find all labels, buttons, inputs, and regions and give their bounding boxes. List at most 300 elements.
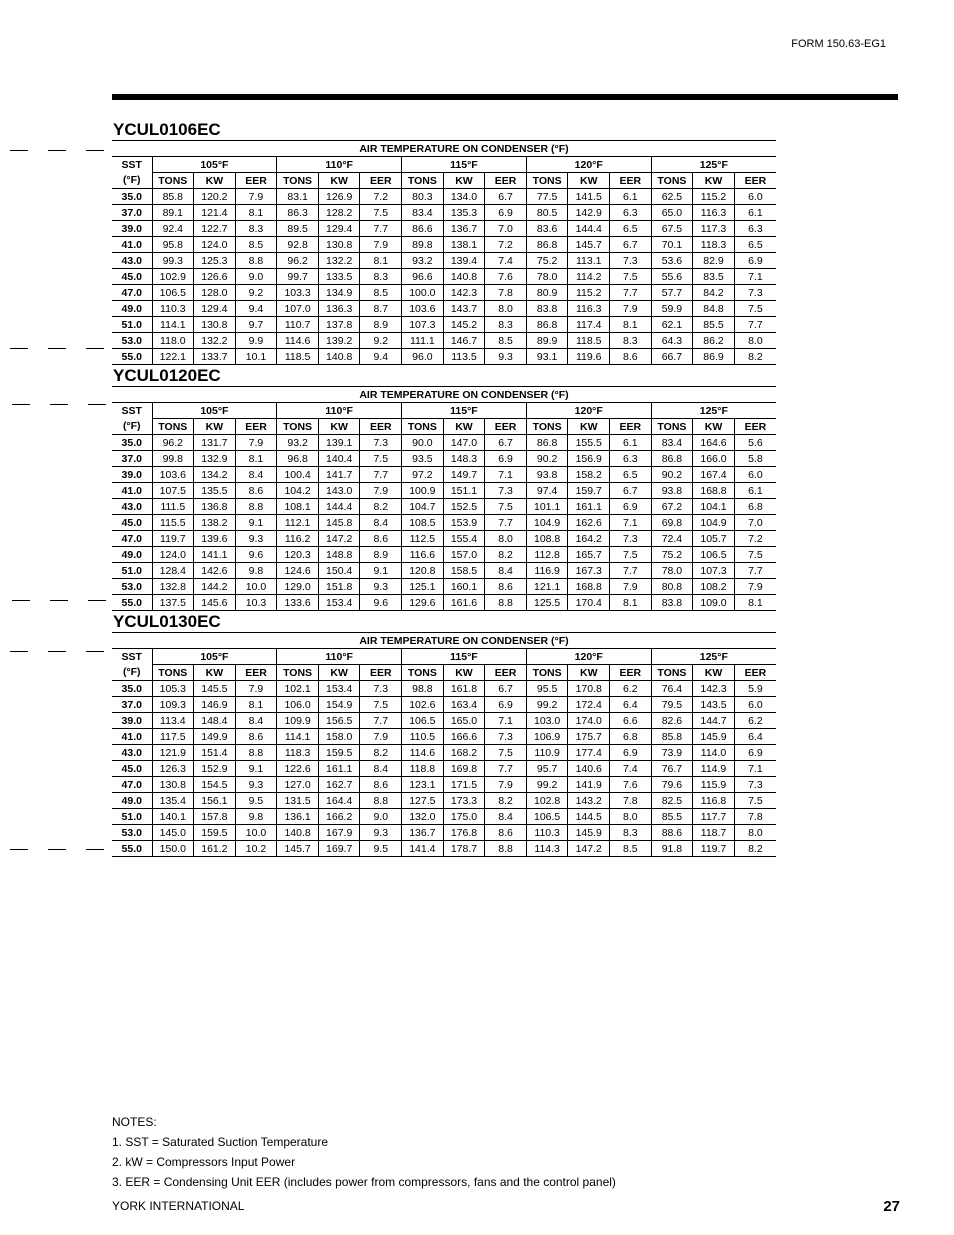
data-cell: 8.8 (235, 499, 277, 515)
data-cell: 122.1 (152, 349, 194, 365)
data-cell: 102.1 (277, 681, 319, 697)
data-cell: 119.6 (568, 349, 610, 365)
data-cell: 6.7 (610, 483, 652, 499)
data-cell: 8.2 (360, 745, 402, 761)
data-cell: 8.9 (360, 547, 402, 563)
data-cell: 6.9 (610, 745, 652, 761)
sst-value: 41.0 (112, 483, 152, 499)
data-cell: 166.6 (443, 729, 485, 745)
data-cell: 158.0 (318, 729, 360, 745)
data-cell: 150.0 (152, 841, 194, 857)
unit-header: KW (318, 665, 360, 681)
data-cell: 165.0 (443, 713, 485, 729)
unit-header: TONS (152, 419, 194, 435)
data-cell: 86.6 (402, 221, 444, 237)
temp-header: 125°F (651, 649, 776, 665)
sst-value: 51.0 (112, 563, 152, 579)
table-row (112, 435, 776, 451)
data-cell: 118.0 (152, 333, 194, 349)
sst-value: 37.0 (112, 451, 152, 467)
data-cell: 9.8 (235, 809, 277, 825)
data-cell: 99.3 (152, 253, 194, 269)
data-cell: 92.4 (152, 221, 194, 237)
data-cell: 144.4 (568, 221, 610, 237)
data-cell: 128.4 (152, 563, 194, 579)
unit-header: KW (194, 419, 236, 435)
unit-header: KW (318, 419, 360, 435)
data-cell: 78.0 (651, 563, 693, 579)
data-cell: 132.0 (402, 809, 444, 825)
sst-value: 41.0 (112, 729, 152, 745)
data-cell: 115.2 (693, 189, 735, 205)
data-cell: 8.1 (235, 205, 277, 221)
data-cell: 103.0 (526, 713, 568, 729)
data-cell: 134.0 (443, 189, 485, 205)
performance-table (112, 387, 776, 611)
data-cell: 117.7 (693, 809, 735, 825)
data-cell: 139.2 (318, 333, 360, 349)
data-cell: 8.6 (235, 483, 277, 499)
data-cell: 79.5 (651, 697, 693, 713)
data-cell: 8.0 (734, 333, 776, 349)
data-cell: 141.7 (318, 467, 360, 483)
data-cell: 9.7 (235, 317, 277, 333)
table-row (112, 595, 776, 611)
data-cell: 134.2 (194, 467, 236, 483)
data-cell: 158.2 (568, 467, 610, 483)
data-cell: 7.9 (360, 237, 402, 253)
data-cell: 73.9 (651, 745, 693, 761)
data-cell: 142.3 (443, 285, 485, 301)
data-cell: 6.5 (734, 237, 776, 253)
data-cell: 106.5 (402, 713, 444, 729)
data-cell: 53.6 (651, 253, 693, 269)
data-cell: 157.8 (194, 809, 236, 825)
data-cell: 117.5 (152, 729, 194, 745)
data-cell: 86.8 (526, 237, 568, 253)
data-cell: 96.2 (277, 253, 319, 269)
data-cell: 106.5 (152, 285, 194, 301)
data-cell: 8.4 (485, 563, 527, 579)
data-cell: 167.3 (568, 563, 610, 579)
data-cell: 6.9 (610, 499, 652, 515)
sst-label: SST (121, 158, 142, 171)
data-cell: 89.1 (152, 205, 194, 221)
data-cell: 96.0 (402, 349, 444, 365)
sst-value: 53.0 (112, 333, 152, 349)
data-cell: 177.4 (568, 745, 610, 761)
data-cell: 7.5 (360, 451, 402, 467)
data-cell: 106.5 (693, 547, 735, 563)
data-cell: 75.2 (651, 547, 693, 563)
data-cell: 100.0 (402, 285, 444, 301)
unit-header: KW (194, 665, 236, 681)
data-cell: 129.4 (194, 301, 236, 317)
data-cell: 110.7 (277, 317, 319, 333)
data-cell: 85.5 (693, 317, 735, 333)
data-cell: 76.7 (651, 761, 693, 777)
data-cell: 70.1 (651, 237, 693, 253)
data-cell: 8.3 (235, 221, 277, 237)
data-cell: 83.8 (651, 595, 693, 611)
data-cell: 145.6 (194, 595, 236, 611)
sst-value: 51.0 (112, 809, 152, 825)
data-cell: 124.0 (152, 547, 194, 563)
data-cell: 167.9 (318, 825, 360, 841)
unit-header: EER (734, 419, 776, 435)
data-cell: 6.9 (734, 745, 776, 761)
data-cell: 147.0 (443, 435, 485, 451)
data-cell: 89.5 (277, 221, 319, 237)
temp-header: 120°F (526, 157, 651, 173)
data-cell: 127.5 (402, 793, 444, 809)
unit-header: TONS (402, 419, 444, 435)
data-cell: 114.6 (402, 745, 444, 761)
unit-header: EER (610, 665, 652, 681)
data-cell: 121.4 (194, 205, 236, 221)
temp-header: 125°F (651, 403, 776, 419)
data-cell: 7.9 (235, 681, 277, 697)
data-cell: 104.2 (277, 483, 319, 499)
data-cell: 8.4 (485, 809, 527, 825)
data-cell: 105.3 (152, 681, 194, 697)
air-temp-header: AIR TEMPERATURE ON CONDENSER (°F) (152, 387, 776, 403)
data-cell: 8.5 (485, 333, 527, 349)
data-cell: 9.6 (235, 547, 277, 563)
data-cell: 139.4 (443, 253, 485, 269)
data-cell: 7.9 (235, 189, 277, 205)
data-cell: 92.8 (277, 237, 319, 253)
data-cell: 5.8 (734, 451, 776, 467)
data-cell: 145.9 (693, 729, 735, 745)
data-cell: 9.3 (485, 349, 527, 365)
data-cell: 7.7 (360, 467, 402, 483)
table-row (112, 547, 776, 563)
data-cell: 140.4 (318, 451, 360, 467)
data-cell: 83.1 (277, 189, 319, 205)
data-cell: 7.9 (734, 579, 776, 595)
sst-value: 37.0 (112, 697, 152, 713)
data-cell: 6.7 (610, 237, 652, 253)
unit-header: TONS (526, 419, 568, 435)
data-cell: 170.8 (568, 681, 610, 697)
notes (112, 1112, 616, 1192)
data-cell: 86.9 (693, 349, 735, 365)
data-cell: 110.9 (526, 745, 568, 761)
data-cell: 8.4 (360, 515, 402, 531)
data-cell: 116.9 (526, 563, 568, 579)
data-cell: 8.2 (360, 499, 402, 515)
footer-company: YORK INTERNATIONAL (112, 1199, 245, 1213)
data-cell: 7.9 (485, 777, 527, 793)
table-row (112, 451, 776, 467)
data-cell: 8.0 (610, 809, 652, 825)
data-cell: 115.5 (152, 515, 194, 531)
data-cell: 159.7 (568, 483, 610, 499)
data-cell: 126.9 (318, 189, 360, 205)
data-cell: 5.9 (734, 681, 776, 697)
data-cell: 120.3 (277, 547, 319, 563)
data-cell: 136.7 (443, 221, 485, 237)
data-cell: 102.9 (152, 269, 194, 285)
data-cell: 143.7 (443, 301, 485, 317)
data-cell: 140.8 (277, 825, 319, 841)
data-cell: 108.1 (277, 499, 319, 515)
data-cell: 8.6 (610, 349, 652, 365)
data-cell: 137.5 (152, 595, 194, 611)
data-cell: 125.3 (194, 253, 236, 269)
data-cell: 9.4 (235, 301, 277, 317)
unit-header: KW (693, 173, 735, 189)
blank-cell (112, 141, 152, 157)
data-cell: 133.6 (277, 595, 319, 611)
data-cell: 103.6 (152, 467, 194, 483)
data-cell: 151.4 (194, 745, 236, 761)
data-cell: 93.8 (651, 483, 693, 499)
data-cell: 139.6 (194, 531, 236, 547)
data-cell: 7.5 (734, 793, 776, 809)
data-cell: 96.2 (152, 435, 194, 451)
data-cell: 9.9 (235, 333, 277, 349)
temp-header: 105°F (152, 157, 277, 173)
table-row (112, 189, 776, 205)
data-cell: 114.0 (693, 745, 735, 761)
data-cell: 80.8 (651, 579, 693, 595)
data-cell: 8.3 (610, 825, 652, 841)
data-cell: 133.5 (318, 269, 360, 285)
data-cell: 64.3 (651, 333, 693, 349)
data-cell: 86.2 (693, 333, 735, 349)
data-cell: 122.7 (194, 221, 236, 237)
data-cell: 6.9 (485, 205, 527, 221)
header-rule (112, 94, 898, 100)
data-cell: 7.7 (485, 761, 527, 777)
data-cell: 66.7 (651, 349, 693, 365)
sst-value: 45.0 (112, 269, 152, 285)
data-cell: 106.5 (526, 809, 568, 825)
data-cell: 153.4 (318, 595, 360, 611)
sst-label: SST (121, 650, 142, 663)
data-cell: 7.0 (485, 221, 527, 237)
data-cell: 7.1 (734, 761, 776, 777)
data-cell: 106.0 (277, 697, 319, 713)
data-cell: 116.3 (568, 301, 610, 317)
data-cell: 114.1 (277, 729, 319, 745)
data-cell: 135.3 (443, 205, 485, 221)
table-row (112, 467, 776, 483)
unit-header: EER (734, 173, 776, 189)
data-cell: 6.9 (734, 253, 776, 269)
data-cell: 118.3 (693, 237, 735, 253)
data-cell: 132.2 (318, 253, 360, 269)
data-cell: 7.3 (610, 531, 652, 547)
unit-header: EER (485, 173, 527, 189)
data-cell: 90.0 (402, 435, 444, 451)
data-cell: 114.6 (277, 333, 319, 349)
sst-unit: (°F) (112, 419, 152, 435)
unit-header: KW (443, 419, 485, 435)
data-cell: 132.8 (152, 579, 194, 595)
data-cell: 7.8 (734, 809, 776, 825)
data-cell: 7.9 (360, 483, 402, 499)
data-cell: 135.5 (194, 483, 236, 499)
data-cell: 8.0 (734, 825, 776, 841)
data-cell: 168.8 (693, 483, 735, 499)
data-cell: 130.8 (152, 777, 194, 793)
data-cell: 176.8 (443, 825, 485, 841)
data-cell: 7.7 (360, 221, 402, 237)
data-cell: 116.6 (402, 547, 444, 563)
data-cell: 6.0 (734, 697, 776, 713)
data-cell: 118.5 (277, 349, 319, 365)
data-cell: 90.2 (651, 467, 693, 483)
data-cell: 93.1 (526, 349, 568, 365)
data-cell: 126.3 (152, 761, 194, 777)
sst-value: 47.0 (112, 285, 152, 301)
data-cell: 142.9 (568, 205, 610, 221)
data-cell: 7.5 (360, 697, 402, 713)
table-row (112, 349, 776, 365)
data-cell: 170.4 (568, 595, 610, 611)
data-cell: 8.4 (360, 761, 402, 777)
table-row (112, 777, 776, 793)
performance-table (112, 141, 776, 365)
data-cell: 8.6 (360, 531, 402, 547)
data-cell: 6.6 (610, 713, 652, 729)
data-cell: 8.1 (734, 595, 776, 611)
data-cell: 138.1 (443, 237, 485, 253)
data-cell: 7.5 (485, 499, 527, 515)
data-cell: 136.7 (402, 825, 444, 841)
sst-value: 43.0 (112, 253, 152, 269)
data-cell: 7.7 (734, 563, 776, 579)
data-cell: 89.8 (402, 237, 444, 253)
data-cell: 84.8 (693, 301, 735, 317)
data-cell: 159.5 (318, 745, 360, 761)
data-cell: 9.5 (235, 793, 277, 809)
table-row (112, 237, 776, 253)
data-cell: 142.3 (693, 681, 735, 697)
data-cell: 141.9 (568, 777, 610, 793)
data-cell: 7.9 (360, 729, 402, 745)
data-cell: 116.8 (693, 793, 735, 809)
data-cell: 165.7 (568, 547, 610, 563)
data-cell: 118.8 (402, 761, 444, 777)
sst-value: 43.0 (112, 499, 152, 515)
unit-header: TONS (277, 419, 319, 435)
data-cell: 145.7 (568, 237, 610, 253)
data-cell: 10.0 (235, 579, 277, 595)
data-cell: 7.1 (734, 269, 776, 285)
unit-header: TONS (651, 665, 693, 681)
data-cell: 110.3 (152, 301, 194, 317)
data-cell: 6.0 (734, 467, 776, 483)
data-cell: 125.1 (402, 579, 444, 595)
table-section (112, 121, 776, 365)
unit-header: EER (610, 419, 652, 435)
data-cell: 7.6 (485, 269, 527, 285)
data-cell: 9.8 (235, 563, 277, 579)
data-cell: 156.5 (318, 713, 360, 729)
unit-header: KW (568, 173, 610, 189)
data-cell: 8.8 (485, 841, 527, 857)
sst-value: 45.0 (112, 515, 152, 531)
data-cell: 161.1 (318, 761, 360, 777)
sst-value: 53.0 (112, 825, 152, 841)
data-cell: 102.6 (402, 697, 444, 713)
data-cell: 77.5 (526, 189, 568, 205)
data-cell: 117.4 (568, 317, 610, 333)
data-cell: 169.8 (443, 761, 485, 777)
data-cell: 147.2 (318, 531, 360, 547)
data-cell: 145.7 (277, 841, 319, 857)
sst-value: 49.0 (112, 301, 152, 317)
data-cell: 7.9 (610, 301, 652, 317)
data-cell: 72.4 (651, 531, 693, 547)
data-cell: 86.3 (277, 205, 319, 221)
data-cell: 143.5 (693, 697, 735, 713)
data-cell: 8.0 (485, 301, 527, 317)
data-cell: 148.3 (443, 451, 485, 467)
data-cell: 112.8 (526, 547, 568, 563)
data-cell: 82.5 (651, 793, 693, 809)
table-row (112, 515, 776, 531)
data-cell: 150.4 (318, 563, 360, 579)
data-cell: 8.1 (610, 595, 652, 611)
data-cell: 129.0 (277, 579, 319, 595)
data-cell: 132.2 (194, 333, 236, 349)
data-cell: 148.4 (194, 713, 236, 729)
data-cell: 169.7 (318, 841, 360, 857)
data-cell: 7.2 (485, 237, 527, 253)
data-cell: 9.1 (235, 515, 277, 531)
data-cell: 151.8 (318, 579, 360, 595)
note-item: 1. SST = Saturated Suction Temperature (112, 1135, 329, 1149)
data-cell: 99.2 (526, 697, 568, 713)
data-cell: 8.5 (235, 237, 277, 253)
data-cell: 107.3 (402, 317, 444, 333)
sst-unit: (°F) (112, 173, 152, 189)
data-cell: 161.8 (443, 681, 485, 697)
data-cell: 130.8 (194, 317, 236, 333)
model-title: YCUL0120EC (112, 367, 776, 387)
sst-value: 55.0 (112, 595, 152, 611)
unit-header: TONS (402, 665, 444, 681)
unit-header: EER (360, 173, 402, 189)
data-cell: 141.4 (402, 841, 444, 857)
data-cell: 9.2 (235, 285, 277, 301)
temp-header: 125°F (651, 157, 776, 173)
data-cell: 7.1 (485, 467, 527, 483)
data-cell: 8.8 (235, 745, 277, 761)
data-cell: 145.9 (568, 825, 610, 841)
data-cell: 173.3 (443, 793, 485, 809)
data-cell: 143.2 (568, 793, 610, 809)
data-cell: 80.3 (402, 189, 444, 205)
data-cell: 122.6 (277, 761, 319, 777)
data-cell: 117.3 (693, 221, 735, 237)
unit-header: EER (360, 665, 402, 681)
unit-header: TONS (526, 173, 568, 189)
data-cell: 6.4 (734, 729, 776, 745)
data-cell: 8.2 (734, 349, 776, 365)
data-cell: 118.7 (693, 825, 735, 841)
data-cell: 7.7 (485, 515, 527, 531)
unit-header: TONS (651, 173, 693, 189)
data-cell: 160.1 (443, 579, 485, 595)
data-cell: 8.8 (360, 793, 402, 809)
data-cell: 7.3 (734, 777, 776, 793)
